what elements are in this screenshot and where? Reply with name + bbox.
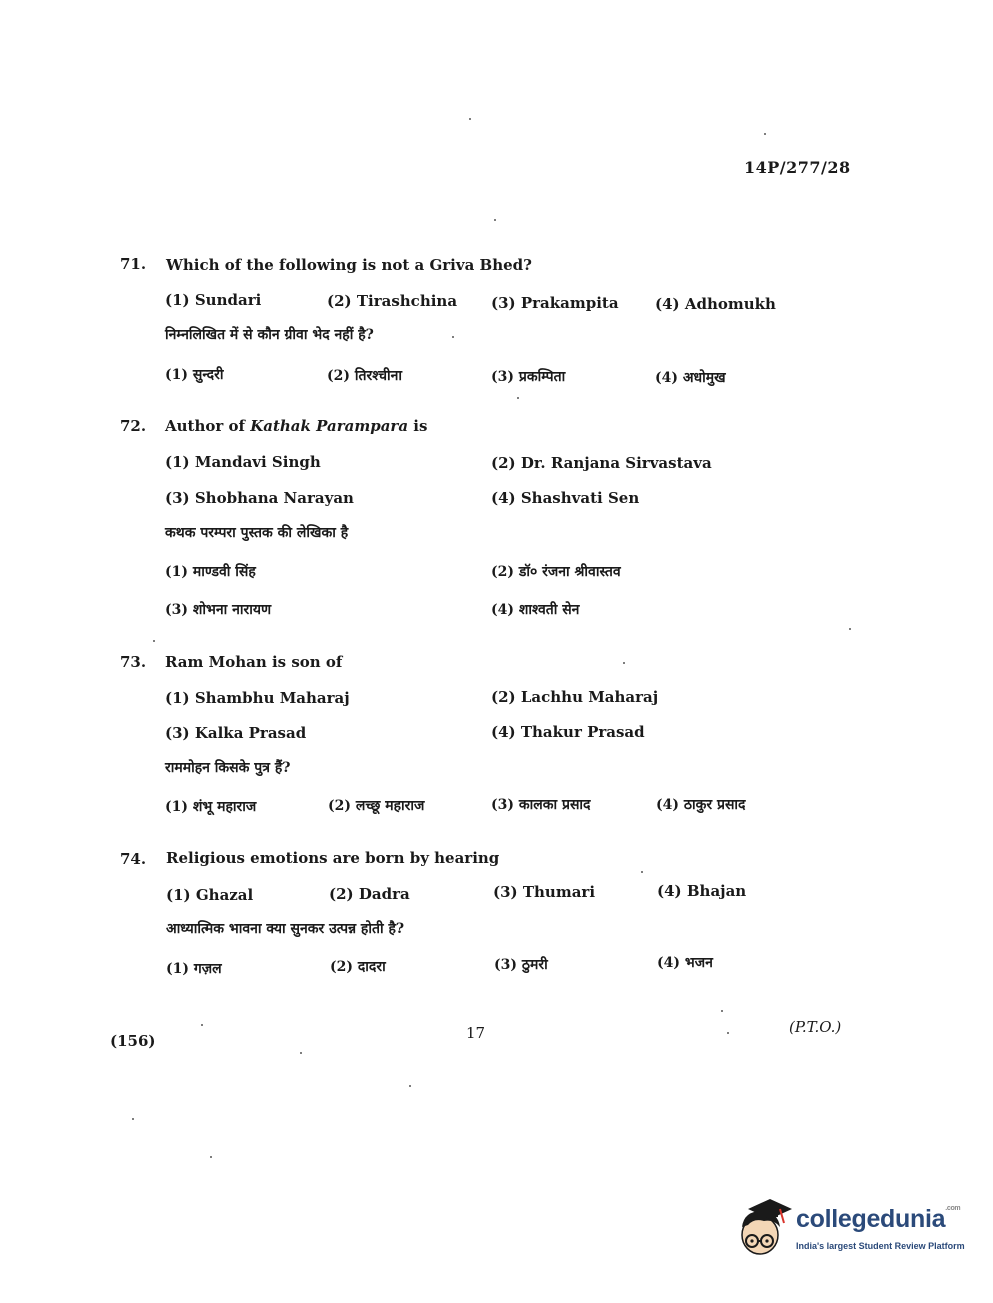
option-hi-2: (2) तिरश्चीना [327, 368, 403, 384]
pto-label: (P.T.O.) [789, 1018, 842, 1036]
collegedunia-logo [734, 1197, 964, 1265]
question-number: 71. [120, 255, 147, 273]
scan-speck [300, 1052, 302, 1054]
question-text-suffix: is [408, 417, 428, 435]
option-hi-1: (1) शंभू महाराज [165, 799, 257, 815]
option-en-4: (4) Bhajan [657, 882, 747, 900]
scan-speck [153, 640, 155, 642]
option-en-3: (3) Thumari [493, 883, 596, 901]
scan-speck [764, 133, 766, 135]
option-en-4: (4) Thakur Prasad [491, 723, 645, 741]
option-hi-3: (3) कालका प्रसाद [491, 797, 591, 813]
option-en-2: (2) Dr. Ranjana Sirvastava [491, 454, 712, 472]
option-hi-2: (2) डॉ० रंजना श्रीवास्तव [491, 564, 621, 580]
question-number: 73. [120, 653, 147, 671]
option-en-1: (1) Mandavi Singh [165, 453, 321, 471]
option-hi-2: (2) लच्छू महाराज [328, 798, 425, 814]
scan-speck [132, 1118, 134, 1120]
question-text-prefix: Author of [165, 417, 251, 435]
scan-speck [849, 628, 851, 630]
option-en-3: (3) Kalka Prasad [165, 724, 307, 742]
option-hi-4: (4) अधोमुख [655, 370, 726, 386]
option-hi-4: (4) ठाकुर प्रसाद [656, 797, 746, 813]
scan-speck [727, 1032, 729, 1034]
logo-brand-text: collegedunia [796, 1205, 946, 1233]
question-text-hi: कथक परम्परा पुस्तक की लेखिका है [165, 525, 349, 541]
option-en-1: (1) Shambhu Maharaj [165, 689, 350, 707]
question-text-hi: आध्यात्मिक भावना क्या सुनकर उत्पन्न होती है? [166, 921, 405, 937]
option-en-2: (2) Tirashchina [327, 292, 458, 310]
option-en-2: (2) Dadra [329, 885, 410, 903]
scan-speck [517, 397, 519, 399]
scan-speck [210, 1156, 212, 1158]
option-hi-3: (3) शोभना नारायण [165, 602, 272, 618]
scan-speck [409, 1085, 411, 1087]
option-en-1: (1) Sundari [165, 291, 262, 309]
logo-brand-suffix: .com [945, 1205, 961, 1212]
question-number: 72. [120, 417, 147, 435]
paper-code: 14P/277/28 [744, 158, 851, 177]
page-number: 17 [466, 1024, 486, 1042]
scan-speck [623, 662, 625, 664]
option-hi-4: (4) भजन [657, 955, 713, 971]
option-en-4: (4) Adhomukh [655, 295, 776, 313]
question-text-hi: निम्नलिखित में से कौन ग्रीवा भेद नहीं है? [165, 327, 374, 343]
option-en-1: (1) Ghazal [166, 886, 254, 904]
scan-speck [641, 871, 643, 873]
question-text-en [165, 417, 427, 435]
logo-wordmark [796, 1205, 960, 1234]
question-text-en: Ram Mohan is son of [165, 653, 343, 671]
footer-code: (156) [110, 1032, 156, 1050]
logo-tagline: India's largest Student Review Platform [796, 1241, 965, 1251]
option-hi-3: (3) ठुमरी [494, 957, 548, 973]
option-hi-1: (1) माण्डवी सिंह [165, 564, 256, 580]
book-title: Kathak Parampara [250, 417, 409, 435]
option-hi-4: (4) शाश्वती सेन [491, 602, 580, 618]
mascot-icon [734, 1197, 794, 1259]
option-hi-3: (3) प्रकम्पिता [491, 369, 566, 385]
question-text-en: Which of the following is not a Griva Bhed? [166, 256, 532, 274]
scan-speck [452, 336, 454, 338]
option-en-3: (3) Shobhana Narayan [165, 489, 354, 507]
option-en-2: (2) Lachhu Maharaj [491, 688, 659, 706]
scan-speck [469, 118, 471, 120]
option-en-3: (3) Prakampita [491, 294, 619, 312]
scan-speck [494, 219, 496, 221]
question-text-hi: राममोहन किसके पुत्र हैं? [165, 760, 291, 776]
question-text-en: Religious emotions are born by hearing [166, 849, 500, 867]
scan-speck [201, 1024, 203, 1026]
scan-speck [721, 1010, 723, 1012]
question-number: 74. [120, 850, 147, 868]
option-hi-1: (1) सुन्दरी [165, 367, 224, 383]
option-hi-2: (2) दादरा [330, 959, 386, 975]
option-en-4: (4) Shashvati Sen [491, 489, 640, 507]
option-hi-1: (1) गज़ल [166, 961, 222, 977]
